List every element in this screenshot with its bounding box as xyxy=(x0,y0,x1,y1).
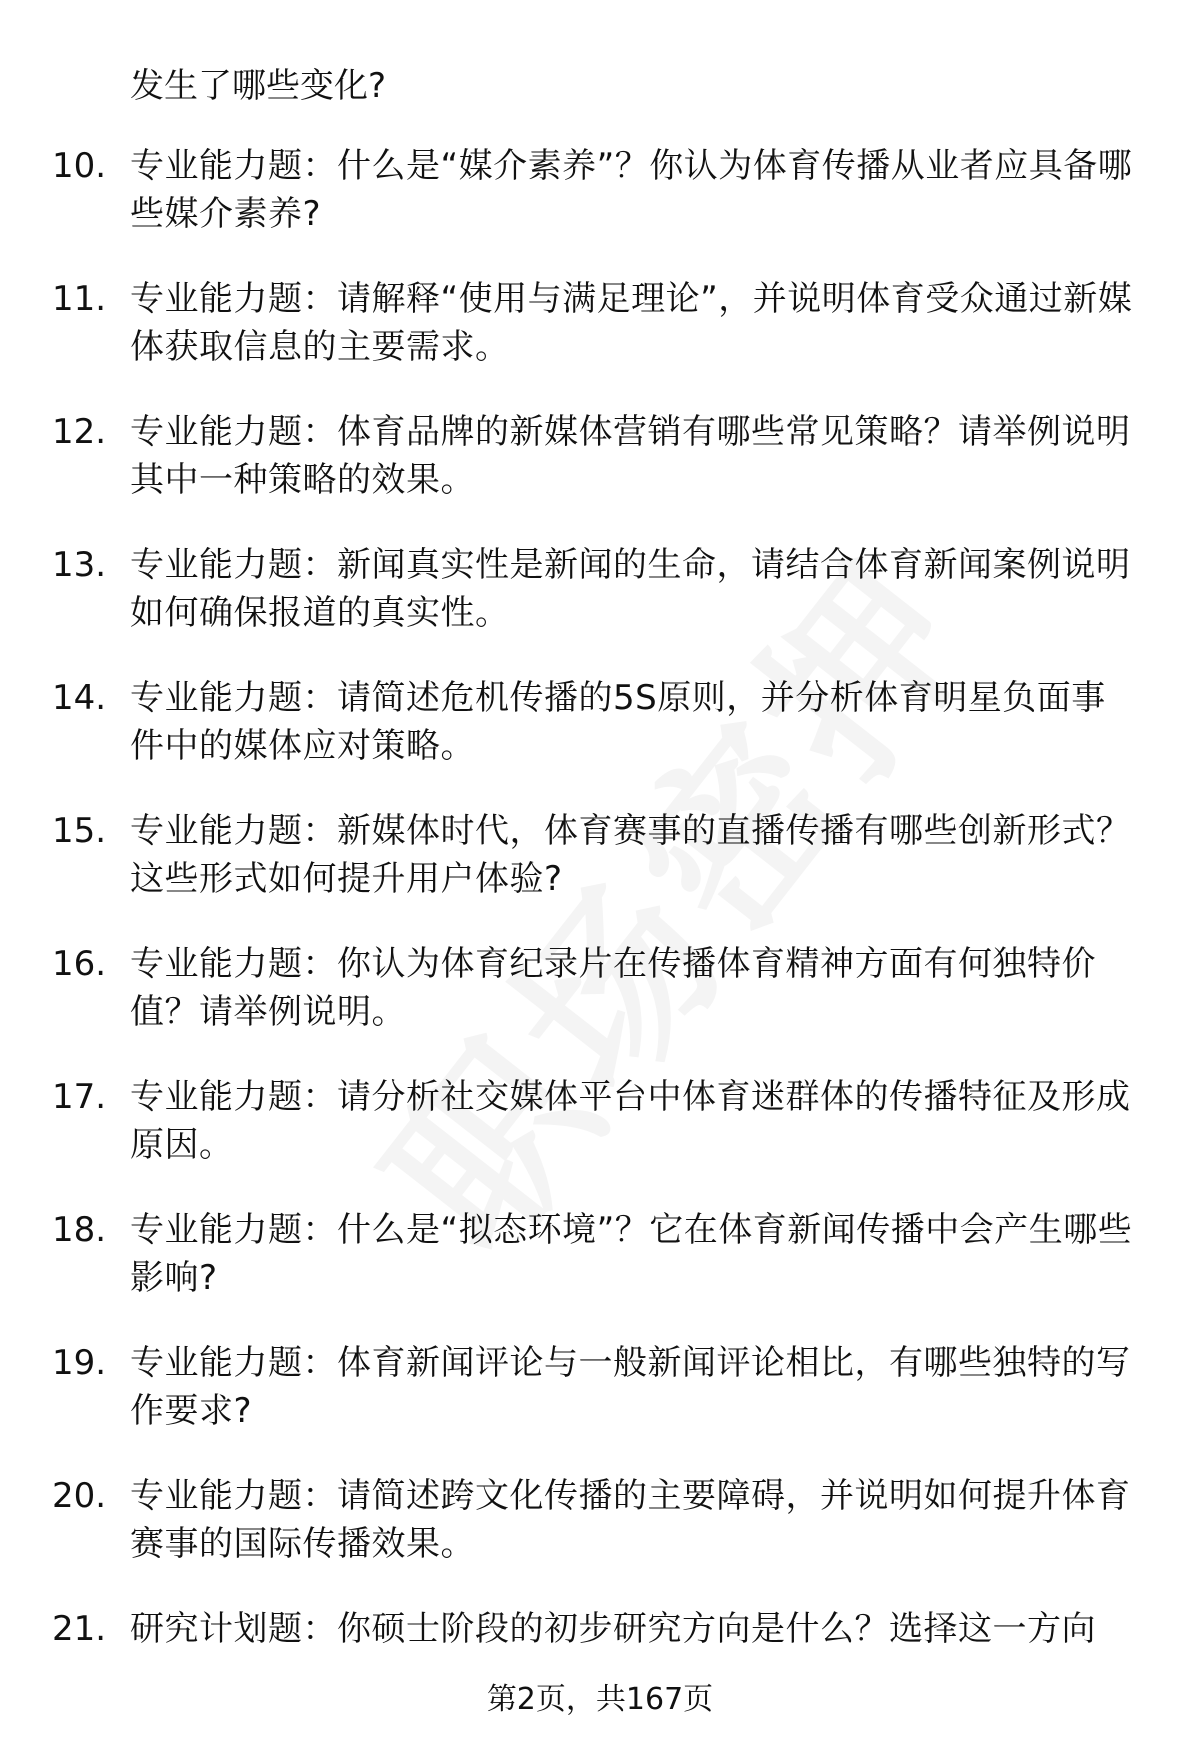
question-text: 专业能力题：新媒体时代，体育赛事的直播传播有哪些创新形式？这些形式如何提升用户体验? xyxy=(130,811,1131,899)
question-number: 12. xyxy=(52,412,107,452)
question-number: 20. xyxy=(52,1476,107,1516)
question-number: 11. xyxy=(52,279,107,319)
question-item xyxy=(0,1206,1200,1339)
question-text: 专业能力题：什么是“媒介素养”？你认为体育传播从业者应具备哪些媒介素养? xyxy=(130,146,1133,234)
question-item xyxy=(0,1073,1200,1206)
question-text: 专业能力题：体育品牌的新媒体营销有哪些常见策略？请举例说明其中一种策略的效果。 xyxy=(130,412,1131,500)
question-number: 17. xyxy=(52,1077,107,1117)
question-number: 10. xyxy=(52,146,107,186)
question-number: 19. xyxy=(52,1343,107,1383)
question-item xyxy=(0,940,1200,1073)
question-item xyxy=(0,408,1200,541)
question-number: 21. xyxy=(52,1609,107,1649)
question-number: 13. xyxy=(52,545,107,585)
continued-question-text: 发生了哪些变化? xyxy=(130,66,387,106)
question-number: 16. xyxy=(52,944,107,984)
question-number: 14. xyxy=(52,678,107,718)
question-number: 18. xyxy=(52,1210,107,1250)
question-text: 专业能力题：你认为体育纪录片在传播体育精神方面有何独特价值？请举例说明。 xyxy=(130,944,1096,1032)
question-item xyxy=(0,1472,1200,1605)
question-text: 专业能力题：什么是“拟态环境”？它在体育新闻传播中会产生哪些影响? xyxy=(130,1210,1133,1298)
question-text: 专业能力题：请解释“使用与满足理论”，并说明体育受众通过新媒体获取信息的主要需求。 xyxy=(130,279,1133,367)
question-text: 专业能力题：体育新闻评论与一般新闻评论相比，有哪些独特的写作要求? xyxy=(130,1343,1131,1431)
question-number: 15. xyxy=(52,811,107,851)
question-item xyxy=(0,674,1200,807)
page-footer: 第2页，共167页 xyxy=(486,1682,714,1717)
question-list xyxy=(0,142,1200,1738)
question-text: 专业能力题：请简述危机传播的5S原则，并分析体育明星负面事件中的媒体应对策略。 xyxy=(130,678,1106,766)
question-item xyxy=(0,807,1200,940)
question-text: 研究计划题：你硕士阶段的初步研究方向是什么？选择这一方向 xyxy=(130,1609,1096,1649)
question-item xyxy=(0,142,1200,275)
question-text: 专业能力题：新闻真实性是新闻的生命，请结合体育新闻案例说明如何确保报道的真实性。 xyxy=(130,545,1131,633)
question-text: 专业能力题：请分析社交媒体平台中体育迷群体的传播特征及形成原因。 xyxy=(130,1077,1131,1165)
question-item xyxy=(0,1339,1200,1472)
question-item xyxy=(0,541,1200,674)
question-item xyxy=(0,275,1200,408)
question-text: 专业能力题：请简述跨文化传播的主要障碍，并说明如何提升体育赛事的国际传播效果。 xyxy=(130,1476,1131,1564)
